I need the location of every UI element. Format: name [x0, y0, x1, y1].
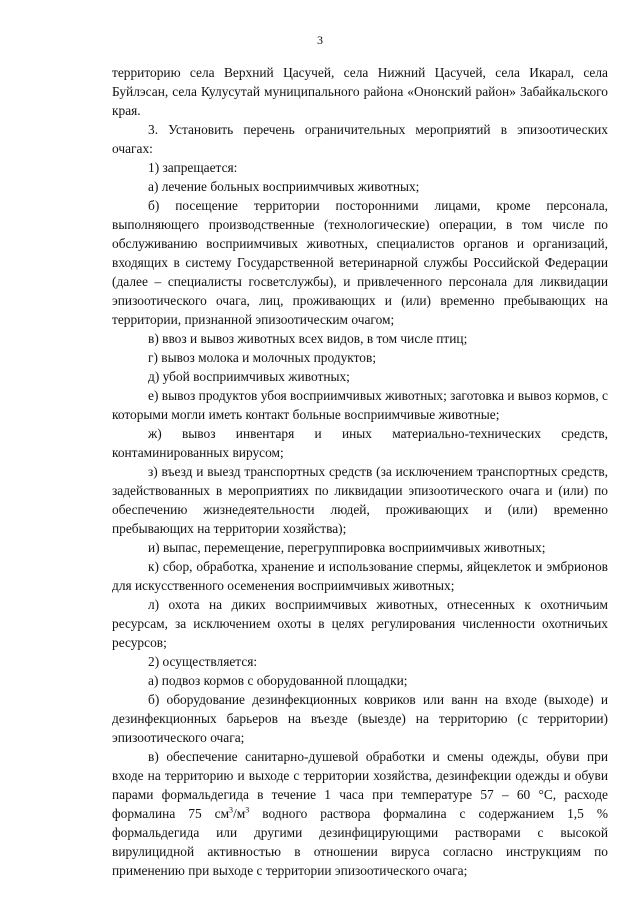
paragraph: б) посещение территории посторонними лицами, кроме персонала, выполняющего производственные (технологические) операции, в том числе по обслуживанию восприимчивых животных, специалистов органов и организаций, входящих в систему Государственной ветеринарной службы Российской Федерации (далее – специалисты госветслужбы), и привлеченного персонала для ликвидации эпизоотического очага, лиц, проживающих и (или) временно пребывающих на территории, признанной эпизоотическим очагом;	[112, 198, 608, 327]
paragraph: г) вывоз молока и молочных продуктов;	[148, 350, 377, 365]
paragraph-text-part: в) обеспечение санитарно-душевой обработки и смены одежды, обуви при входе на территорию и выходе с территории хозяйства, дезинфекции одежды и обуви парами формальдегида в течение 1 часа при температуре 57 – 60 °С, расходе формалина 75 см	[112, 749, 608, 821]
page-number: 3	[317, 33, 323, 47]
paragraph: б) оборудование дезинфекционных ковриков или ванн на входе (выходе) и дезинфекционных барьеров на въезде (выезде) на территорию (с территории) эпизоотического очага;	[112, 692, 608, 745]
paragraph: л) охота на диких восприимчивых животных, отнесенных к охотничьим ресурсам, за исключением охоты в целях регулирования численности охотничьих ресурсов;	[112, 597, 608, 650]
document-body	[112, 63, 608, 880]
paragraph: з) въезд и выезд транспортных средств (за исключением транспортных средств, задействованных в мероприятиях по ликвидации эпизоотического очага и (или) по обеспечению жизнедеятельности людей, проживающих и (или) временно пребывающих на территории хозяйства);	[112, 464, 608, 536]
paragraph: 3. Установить перечень ограничительных мероприятий в эпизоотических очагах:	[112, 122, 608, 156]
paragraph: к) сбор, обработка, хранение и использование спермы, яйцеклеток и эмбрионов для искусственного осеменения восприимчивых животных;	[112, 559, 608, 593]
paragraph: в) ввоз и вывоз животных всех видов, в том числе птиц;	[148, 331, 468, 346]
paragraph: и) выпас, перемещение, перегруппировка восприимчивых животных;	[148, 540, 546, 555]
paragraph: 2) осуществляется:	[148, 654, 258, 669]
paragraph-text-part: /м	[233, 806, 246, 821]
paragraph-disinfection	[112, 747, 608, 880]
superscript: 3	[229, 805, 234, 815]
superscript: 3	[245, 805, 250, 815]
paragraph-text-part: водного раствора формалина с содержанием 1,5 % формальдегида или другими дезинфицирующими растворами с высокой вирулицидной активностью в отношении вируса согласно инструкциям по применению при выходе с территории эпизоотического очага;	[112, 806, 608, 878]
paragraph: а) лечение больных восприимчивых животных;	[148, 179, 420, 194]
paragraph: территорию села Верхний Цасучей, села Нижний Цасучей, села Икарал, села Буйлэсан, села Кулусутай муниципального района «Ононский район» Забайкальского края.	[112, 65, 608, 118]
paragraph: е) вывоз продуктов убоя восприимчивых животных; заготовка и вывоз кормов, с которыми могли иметь контакт больные восприимчивые животные;	[112, 388, 608, 422]
paragraph: ж) вывоз инвентаря и иных материально-технических средств, контаминированных вирусом;	[112, 426, 608, 460]
paragraph: 1) запрещается:	[148, 160, 238, 175]
paragraph: а) подвоз кормов с оборудованной площадки;	[148, 673, 408, 688]
paragraph: д) убой восприимчивых животных;	[148, 369, 350, 384]
